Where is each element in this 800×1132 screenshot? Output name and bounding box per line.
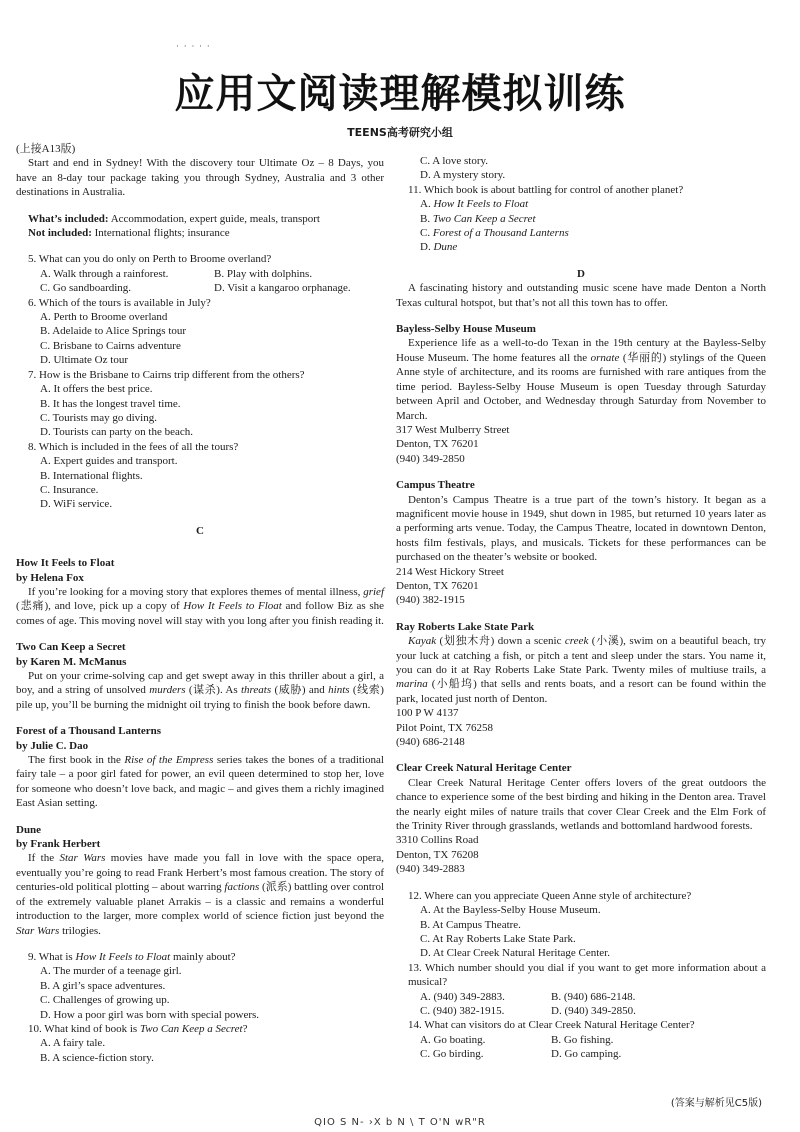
place-2-description: Denton’s Campus Theatre is a true part of the town’s history. It began as a magnificent movie house in 1949, shut down in 1985, but returned 10 years later as a performing arts venue. Today, the Campus Theatre, located in downtown Denton, hosts film festivals, plays, and musicals. Tickets for these performances can be purchased on the theater’s website or booked. <box>396 493 766 564</box>
q14-options-row2 <box>396 1047 766 1061</box>
book-4-title: Dune <box>16 823 42 836</box>
book-2-author: by Karen M. McManus <box>16 655 127 668</box>
q6-option-a: A. Perth to Broome overland <box>40 311 168 324</box>
q13-options-row1 <box>396 990 766 1004</box>
place-1-description: Experience life as a well-to-do Texan in the 19th century at the Bayless-Selby House Museum. The home features all the ornate (华丽的) stylings of the Queen Anne style of architecture, and its rooms are furnished with rare antiques from the time period. Bayless-Selby House Museum is open Tuesday through Saturday between April and October, and Wednesday through Saturday from November to March. <box>396 337 766 422</box>
q9-option-a: A. The murder of a teenage girl. <box>40 965 182 978</box>
q14-option-d: D. Go camping. <box>551 1048 622 1061</box>
q8-option-a: A. Expert guides and transport. <box>40 455 178 468</box>
included-line: What’s included: Accommodation, expert guide, meals, transport <box>28 212 320 225</box>
question-11: 11. Which book is about battling for control of another planet? <box>408 183 684 196</box>
place-3-title: Ray Roberts Lake State Park <box>396 620 535 633</box>
q13-option-c: C. (940) 382-1915. <box>420 1004 505 1017</box>
q10-option-c: C. A love story. <box>420 155 489 167</box>
question-12: 12. Where can you appreciate Queen Anne style of architecture? <box>408 889 692 902</box>
q12-option-c: C. At Ray Roberts Lake State Park. <box>420 932 576 945</box>
place-4-address-line2: Denton, TX 76208 <box>396 848 479 861</box>
book-4-author: by Frank Herbert <box>16 838 101 851</box>
place-2-phone: (940) 382-1915 <box>396 594 465 607</box>
not-included-line: Not included: International flights; insurance <box>28 227 230 240</box>
q5-option-b: B. Play with dolphins. <box>214 267 313 280</box>
book-1-author: by Helena Fox <box>16 571 84 584</box>
q11-option-c: C. Forest of a Thousand Lanterns <box>420 227 569 240</box>
q12-option-b: B. At Campus Theatre. <box>420 918 521 931</box>
page-footer-code: QIO S N- ›X b N \ T O'N wR"R <box>314 1117 486 1128</box>
question-10: 10. What kind of book is Two Can Keep a Secret? <box>28 1022 248 1035</box>
q14-options-row1 <box>396 1033 766 1047</box>
q13-option-d: D. (940) 349-2850. <box>551 1004 636 1017</box>
q13-options-row2 <box>396 1004 766 1018</box>
place-4-title: Clear Creek Natural Heritage Center <box>396 762 572 775</box>
q5-options-row2 <box>16 281 384 295</box>
byline: TEENS高考研究小组 <box>347 126 453 139</box>
left-column <box>16 142 384 1065</box>
place-4-phone: (940) 349-2883 <box>396 863 465 876</box>
q8-option-c: C. Insurance. <box>40 483 99 496</box>
section-c-heading: C <box>196 524 204 537</box>
section-d-heading: D <box>577 267 585 280</box>
q11-option-b: B. Two Can Keep a Secret <box>420 212 536 225</box>
place-3-phone: (940) 686-2148 <box>396 736 465 749</box>
q5-option-d: D. Visit a kangaroo orphanage. <box>214 282 351 295</box>
q11-option-d: D. Dune <box>420 241 458 254</box>
place-1-address-line1: 317 West Mulberry Street <box>396 423 510 436</box>
book-3-title: Forest of a Thousand Lanterns <box>16 725 162 738</box>
q7-option-c: C. Tourists may go diving. <box>40 411 157 424</box>
q9-option-c: C. Challenges of growing up. <box>40 994 170 1007</box>
place-2-address-line2: Denton, TX 76201 <box>396 579 479 592</box>
q6-option-b: B. Adelaide to Alice Springs tour <box>40 325 187 338</box>
q14-option-a: A. Go boating. <box>420 1033 486 1046</box>
place-4-description: Clear Creek Natural Heritage Center offers lovers of the great outdoors the chance to experience some of the best birding and hiking in the Denton area. Travel the nearly eight miles of nature trails that cover Clear Creek and the Elm Fork of the Trinity River through grasslands, wetlands and bottomland hardwood forests. <box>396 776 766 833</box>
q7-option-b: B. It has the longest travel time. <box>40 397 181 410</box>
q7-option-d: D. Tourists can party on the beach. <box>40 426 193 439</box>
q11-option-a: A. How It Feels to Float <box>420 198 529 211</box>
place-2-title: Campus Theatre <box>396 479 475 492</box>
question-7: 7. How is the Brisbane to Cairns trip different from the others? <box>28 368 305 381</box>
book-1-title: How It Feels to Float <box>16 557 115 570</box>
book-1-description: If you’re looking for a moving story that explores themes of mental illness, grief (悲痛), and love, pick up a copy of How It Feels to Float and follow Biz as she comes of age. This moving novel will stay with you long after you finish reading it. <box>16 585 385 627</box>
book-4-description: If the Star Wars movies have made you fall in love with the space opera, eventually you’re going to read Frank Herbert’s most famous creation. The story of centuries-old political plotting – about warring factions (派系) battling over control of the extremely valuable planet Arrakis – is a classic and remains a wonderful introduction to the larger, more complex world of science fiction just beyond the Star Wars trilogies. <box>16 852 385 937</box>
q6-option-d: D. Ultimate Oz tour <box>40 354 128 367</box>
q12-option-d: D. At Clear Creek Natural Heritage Center. <box>420 947 610 960</box>
place-1-phone: (940) 349-2850 <box>396 452 465 465</box>
question-5: 5. What can you do only on Perth to Broome overland? <box>28 253 272 266</box>
question-6: 6. Which of the tours is available in July? <box>28 296 211 309</box>
q12-option-a: A. At the Bayless-Selby House Museum. <box>420 904 601 917</box>
question-13: 13. Which number should you dial if you want to get more information about a musical? <box>408 961 766 989</box>
answer-reference-note: (答案与解析见C5版) <box>670 1098 762 1109</box>
book-3-author: by Julie C. Dao <box>16 739 89 752</box>
place-3-address-line1: 100 P W 4137 <box>396 707 459 720</box>
book-2-title: Two Can Keep a Secret <box>16 641 126 654</box>
right-column <box>396 142 766 1062</box>
q9-option-d: D. How a poor girl was born with special powers. <box>40 1008 260 1021</box>
q10-option-b: B. A science-fiction story. <box>40 1051 154 1064</box>
page-title: 应用文阅读理解模拟训练 <box>174 71 626 117</box>
book-2-description: Put on your crime-solving cap and get swept away in this thriller about a girl, a boy, and a string of unsolved murders (谋杀). As threats (威胁) and hints (线索) pile up, you’ll be burning the midnight oil trying to finish the book before dawn. <box>16 670 384 711</box>
book-3-description: The first book in the Rise of the Empress series takes the bones of a traditional fairy tale – a poor girl fated for power, an evil queen determined to stop her, love for someone who doesn’t love back, and magic – and gives them a richly imagined East Asian setting. <box>16 754 384 810</box>
place-2-address-line1: 214 West Hickory Street <box>396 565 504 578</box>
q14-option-b: B. Go fishing. <box>551 1033 614 1046</box>
tour-intro: Start and end in Sydney! With the discovery tour Ultimate Oz – 8 Days, you have an 8-day tour package taking you through Sydney, Australia and 3 other destinations in Australia. <box>16 157 384 199</box>
masthead-mark: · · · · · <box>176 42 211 52</box>
question-9: 9. What is How It Feels to Float mainly about? <box>28 950 236 963</box>
q5-option-c: C. Go sandboarding. <box>40 282 132 295</box>
q5-options-row1 <box>16 267 384 281</box>
q7-option-a: A. It offers the best price. <box>40 383 153 396</box>
q8-option-b: B. International flights. <box>40 469 143 482</box>
q10-option-a: A. A fairy tale. <box>40 1037 106 1050</box>
q6-option-c: C. Brisbane to Cairns adventure <box>40 339 181 352</box>
q10-option-d: D. A mystery story. <box>420 169 506 182</box>
place-1-title: Bayless-Selby House Museum <box>396 323 536 336</box>
denton-intro: A fascinating history and outstanding music scene have made Denton a North Texas cultural hotspot, but that’s not all this town has to offer. <box>396 282 766 309</box>
question-8: 8. Which is included in the fees of all the tours? <box>28 440 239 453</box>
place-4-address-line1: 3310 Collins Road <box>396 834 479 847</box>
q9-option-b: B. A girl’s space adventures. <box>40 979 166 992</box>
continued-note: (上接A13版) <box>16 143 76 155</box>
q13-option-b: B. (940) 686-2148. <box>551 990 636 1003</box>
place-3-description: Kayak (划独木舟) down a scenic creek (小溪), swim on a beautiful beach, try your luck at catching a fish, or pitch a tent and sleep under the stars. You name it, you can do it at Ray Roberts Lake State Park. Twenty miles of multiuse trails, a marina (小船坞) that sells and rents boats, and a resort can be found within the park, located just north of Denton. <box>396 635 766 705</box>
place-3-address-line2: Pilot Point, TX 76258 <box>396 721 493 734</box>
question-14: 14. What can visitors do at Clear Creek Natural Heritage Center? <box>408 1019 695 1032</box>
place-1-address-line2: Denton, TX 76201 <box>396 438 479 451</box>
q13-option-a: A. (940) 349-2883. <box>420 990 505 1003</box>
q8-option-d: D. WiFi service. <box>40 498 113 511</box>
q14-option-c: C. Go birding. <box>420 1048 484 1061</box>
q5-option-a: A. Walk through a rainforest. <box>40 267 169 280</box>
